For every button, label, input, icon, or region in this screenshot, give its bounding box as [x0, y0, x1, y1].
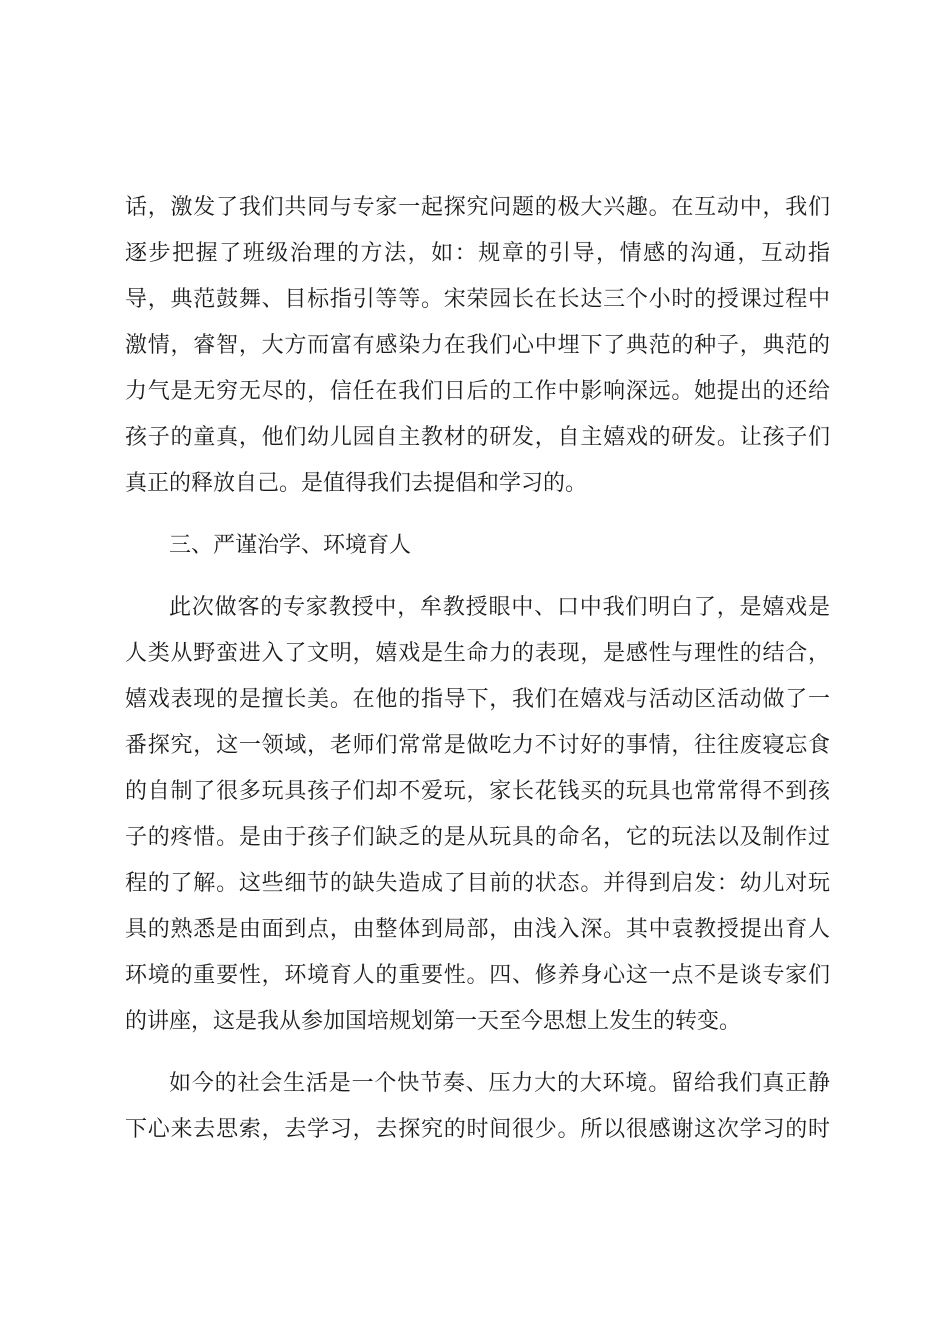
paragraph-line: 人类从野蛮进入了文明，嬉戏是生命力的表现，是感性与理性的结合，	[125, 641, 830, 666]
paragraph-line: 的自制了很多玩具孩子们却不爱玩，家长花钱买的玩具也常常得不到孩	[125, 779, 830, 804]
paragraph-line: 孩子的童真，他们幼儿园自主教材的研发，自主嬉戏的研发。让孩子们	[125, 425, 830, 450]
paragraph-1	[125, 185, 830, 507]
paragraph-line: 话，激发了我们共同与专家一起探究问题的极大兴趣。在互动中，我们	[125, 195, 830, 220]
paragraph-2	[125, 585, 830, 1045]
paragraph-line: 激情，睿智，大方而富有感染力在我们心中埋下了典范的种子，典范的	[125, 333, 830, 358]
paragraph-line: 力气是无穷无尽的，信任在我们日后的工作中影响深远。她提出的还给	[125, 379, 830, 404]
paragraph-line: 环境的重要性，环境育人的重要性。四、修养身心这一点不是谈专家们	[125, 963, 830, 988]
paragraph-line: 具的熟悉是由面到点，由整体到局部，由浅入深。其中袁教授提出育人	[125, 917, 830, 942]
paragraph-line: 子的疼惜。是由于孩子们缺乏的是从玩具的命名，它的玩法以及制作过	[125, 825, 830, 850]
paragraph-line: 此次做客的专家教授中，牟教授眼中、口中我们明白了，是嬉戏是	[169, 595, 830, 620]
paragraph-line: 嬉戏表现的是擅长美。在他的指导下，我们在嬉戏与活动区活动做了一	[125, 687, 830, 712]
document-body	[125, 185, 830, 1153]
paragraph-line: 真正的释放自己。是值得我们去提倡和学习的。	[125, 471, 588, 496]
paragraph-line: 番探究，这一领域，老师们常常是做吃力不讨好的事情，往往废寝忘食	[125, 733, 830, 758]
section-heading: 三、严谨治学、环境育人	[169, 533, 412, 558]
paragraph-line: 如今的社会生活是一个快节奏、压力大的大环境。留给我们真正静	[169, 1071, 830, 1096]
paragraph-3	[125, 1061, 830, 1153]
paragraph-line: 导，典范鼓舞、目标指引等等。宋荣园长在长达三个小时的授课过程中	[125, 287, 830, 312]
paragraph-line: 程的了解。这些细节的缺失造成了目前的状态。并得到启发：幼儿对玩	[125, 871, 830, 896]
paragraph-line: 逐步把握了班级治理的方法，如：规章的引导，情感的沟通，互动指	[125, 241, 830, 266]
paragraph-line: 下心来去思索，去学习，去探究的时间很少。所以很感谢这次学习的时	[125, 1117, 830, 1142]
paragraph-line: 的讲座，这是我从参加国培规划第一天至今思想上发生的转变。	[125, 1009, 742, 1034]
